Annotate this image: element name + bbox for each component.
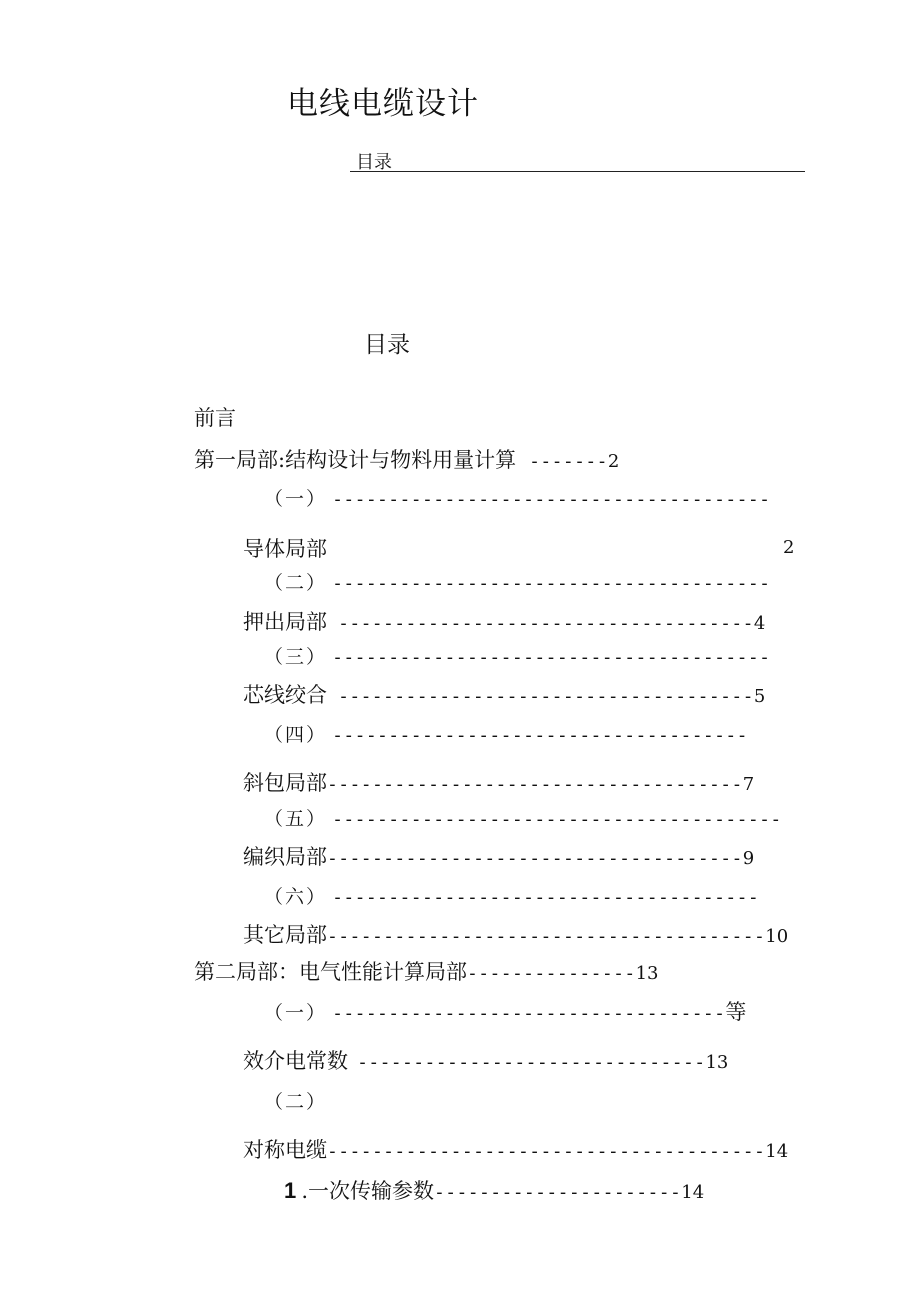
toc-p1-s6-row[interactable] xyxy=(243,919,788,949)
toc-p2-s1-number-row xyxy=(264,996,746,1026)
toc-p1-s5-title: 编织局部 xyxy=(243,845,327,869)
toc-p1-s1-number-row xyxy=(264,484,770,511)
toc-p2-s2-1-title: .一次传输参数 xyxy=(301,1179,435,1203)
toc-p2-s1-tail: 等 xyxy=(725,1000,747,1024)
toc-p1-s5-title-leader: ------------------------------------- xyxy=(327,848,743,869)
toc-p2-s2-title-leader: --------------------------------------- xyxy=(327,1141,766,1162)
toc-p1-s4-row[interactable] xyxy=(243,767,754,797)
toc-p1-s2-title: 押出局部 xyxy=(243,610,327,634)
toc-part1-leader: ------- xyxy=(529,451,608,472)
toc-p1-s4-number-row xyxy=(264,720,748,747)
toc-title: 目录 xyxy=(364,332,410,358)
toc-p2-s1-row[interactable] xyxy=(243,1045,728,1075)
toc-p1-s4-leader: ------------------------------------- xyxy=(332,725,748,746)
toc-p2-s2-1-number: 1 xyxy=(284,1178,297,1203)
header-label: 目录 xyxy=(356,152,392,173)
toc-p1-s3-number: （三） xyxy=(264,646,328,668)
toc-p1-s5-row[interactable] xyxy=(243,841,754,871)
toc-p2-s2-number: （二） xyxy=(264,1091,328,1113)
toc-part2-leader: --------------- xyxy=(467,963,636,984)
toc-p1-s1-number: （一） xyxy=(264,488,328,510)
toc-p1-s3-leader: --------------------------------------- xyxy=(332,647,771,668)
toc-p1-s6-leader: -------------------------------------- xyxy=(332,887,760,908)
toc-p1-s3-row[interactable] xyxy=(243,679,765,709)
toc-p1-s4-title-leader: ------------------------------------- xyxy=(327,774,743,795)
toc-part2-page: 13 xyxy=(635,963,659,984)
toc-p1-s6-title: 其它局部 xyxy=(243,923,327,947)
toc-p1-s2-title-leader: ------------------------------------- xyxy=(338,613,754,634)
toc-p1-s5-page: 9 xyxy=(742,848,755,869)
toc-p2-s1-title: 效介电常数 xyxy=(243,1049,348,1073)
toc-p1-s2-row[interactable] xyxy=(243,606,765,636)
toc-p2-s2-1-title-leader: ---------------------- xyxy=(434,1182,682,1203)
toc-p2-s2-title: 对称电缆 xyxy=(243,1138,327,1162)
toc-preface[interactable]: 前言 xyxy=(194,406,236,430)
toc-p1-s5-leader: ---------------------------------------- xyxy=(332,809,782,830)
toc-p1-s1-title[interactable]: 导体局部 xyxy=(243,537,327,561)
toc-p2-s1-number: （一） xyxy=(264,1002,328,1024)
toc-p1-s3-page: 5 xyxy=(753,686,766,707)
toc-p2-s1-page: 13 xyxy=(705,1052,729,1073)
toc-p2-s2-1-row[interactable] xyxy=(284,1175,704,1205)
toc-p1-s6-number-row xyxy=(264,882,759,909)
toc-p1-s4-title: 斜包局部 xyxy=(243,771,327,795)
toc-p1-s2-page: 4 xyxy=(753,613,766,634)
toc-p1-s2-number-row xyxy=(264,568,770,595)
toc-p1-s3-title: 芯线绞合 xyxy=(243,683,327,707)
toc-p2-s1-title-leader: ------------------------------- xyxy=(357,1052,706,1073)
toc-p1-s2-number: （二） xyxy=(264,572,328,594)
header-rule xyxy=(350,171,805,172)
toc-p1-s5-number: （五） xyxy=(264,808,328,830)
toc-p1-s6-title-leader: --------------------------------------- xyxy=(327,926,766,947)
toc-p1-s4-page: 7 xyxy=(742,774,755,795)
toc-p2-s1-leader: ----------------------------------- xyxy=(332,1003,726,1024)
toc-p1-s5-number-row xyxy=(264,804,782,831)
toc-p1-s6-page: 10 xyxy=(765,926,789,947)
toc-part1-label: 第一局部:结构设计与物料用量计算 xyxy=(194,448,517,472)
toc-p1-s4-number: （四） xyxy=(264,724,328,746)
toc-part1-page: 2 xyxy=(607,451,620,472)
toc-p2-s2-row[interactable] xyxy=(243,1134,788,1164)
toc-p1-s1-leader: --------------------------------------- xyxy=(332,489,771,510)
toc-p1-s2-leader: --------------------------------------- xyxy=(332,573,771,594)
document-title: 电线电缆设计 xyxy=(287,86,479,122)
toc-p1-s6-number: （六） xyxy=(264,886,328,908)
toc-p2-s2-1-page: 14 xyxy=(681,1182,705,1203)
toc-part1[interactable] xyxy=(194,444,619,474)
toc-part2[interactable] xyxy=(194,956,658,986)
toc-p1-s3-title-leader: ------------------------------------- xyxy=(338,686,754,707)
toc-p1-s3-number-row xyxy=(264,642,770,669)
toc-p1-s1-page: 2 xyxy=(783,537,795,558)
toc-part2-label: 第二局部：电气性能计算局部 xyxy=(194,960,467,984)
toc-p2-s2-page: 14 xyxy=(765,1141,789,1162)
